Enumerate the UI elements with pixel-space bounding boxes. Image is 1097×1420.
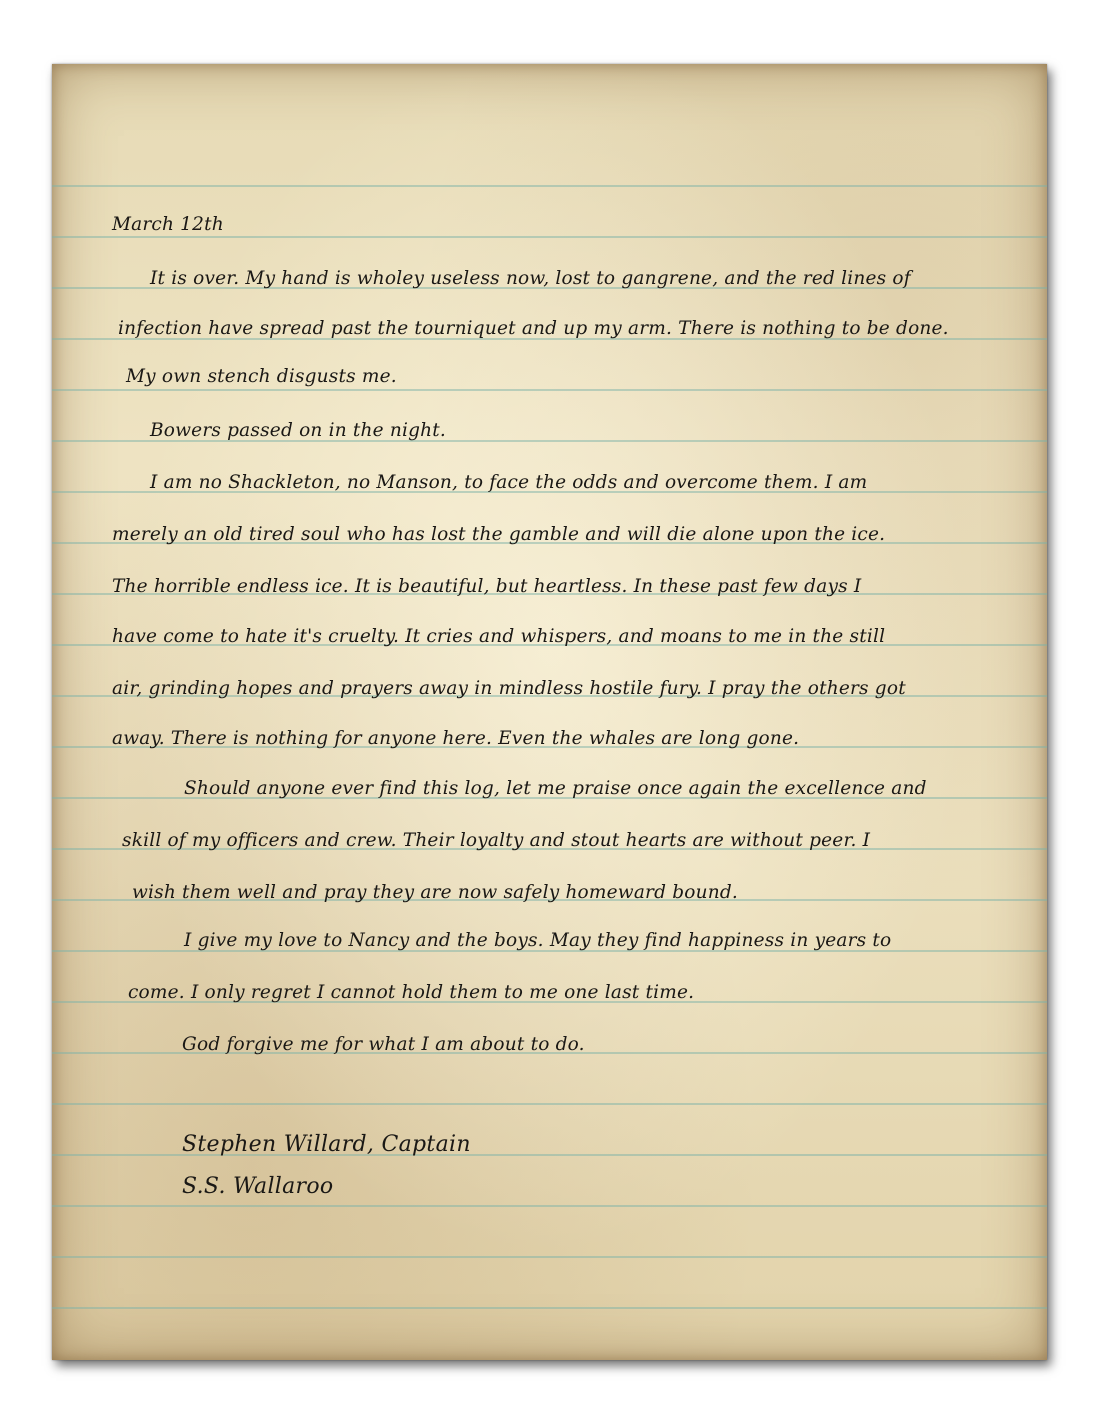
letter-line: I am no Shackleton, no Manson, to face the odds and overcome them. I am: [150, 472, 868, 493]
aged-lined-paper: [52, 64, 1047, 1360]
letter-line: air, grinding hopes and prayers away in mindless hostile fury. I pray the others got: [112, 678, 906, 699]
letter-line: away. There is nothing for anyone here. Even the whales are long gone.: [112, 728, 800, 749]
letter-line: I give my love to Nancy and the boys. May they find happiness in years to: [184, 930, 892, 951]
letter-line: have come to hate it's cruelty. It cries and whispers, and moans to me in the still: [112, 626, 886, 647]
letter-line: wish them well and pray they are now safely homeward bound.: [132, 882, 738, 903]
letter-line: Should anyone ever find this log, let me praise once again the excellence and: [184, 778, 927, 799]
letter-line: It is over. My hand is wholey useless now, lost to gangrene, and the red lines of: [150, 268, 911, 289]
letter-line: Bowers passed on in the night.: [150, 420, 446, 441]
letter-line: The horrible endless ice. It is beautiful, but heartless. In these past few days I: [112, 576, 862, 597]
signature-name: Stephen Willard, Captain: [182, 1132, 471, 1157]
signature-ship: S.S. Wallaroo: [182, 1174, 334, 1199]
letter-line: My own stench disgusts me.: [126, 366, 397, 387]
letter-line: merely an old tired soul who has lost the gamble and will die alone upon the ice.: [112, 524, 886, 545]
letter-date: March 12th: [112, 214, 224, 235]
letter-line: come. I only regret I cannot hold them to me one last time.: [128, 982, 695, 1003]
letter-line: skill of my officers and crew. Their loyalty and stout hearts are without peer. I: [122, 830, 871, 851]
letter-line: infection have spread past the tourniquet and up my arm. There is nothing to be done.: [118, 318, 949, 339]
letter-line: God forgive me for what I am about to do.: [182, 1034, 585, 1055]
handwritten-letter: [52, 64, 1047, 1360]
